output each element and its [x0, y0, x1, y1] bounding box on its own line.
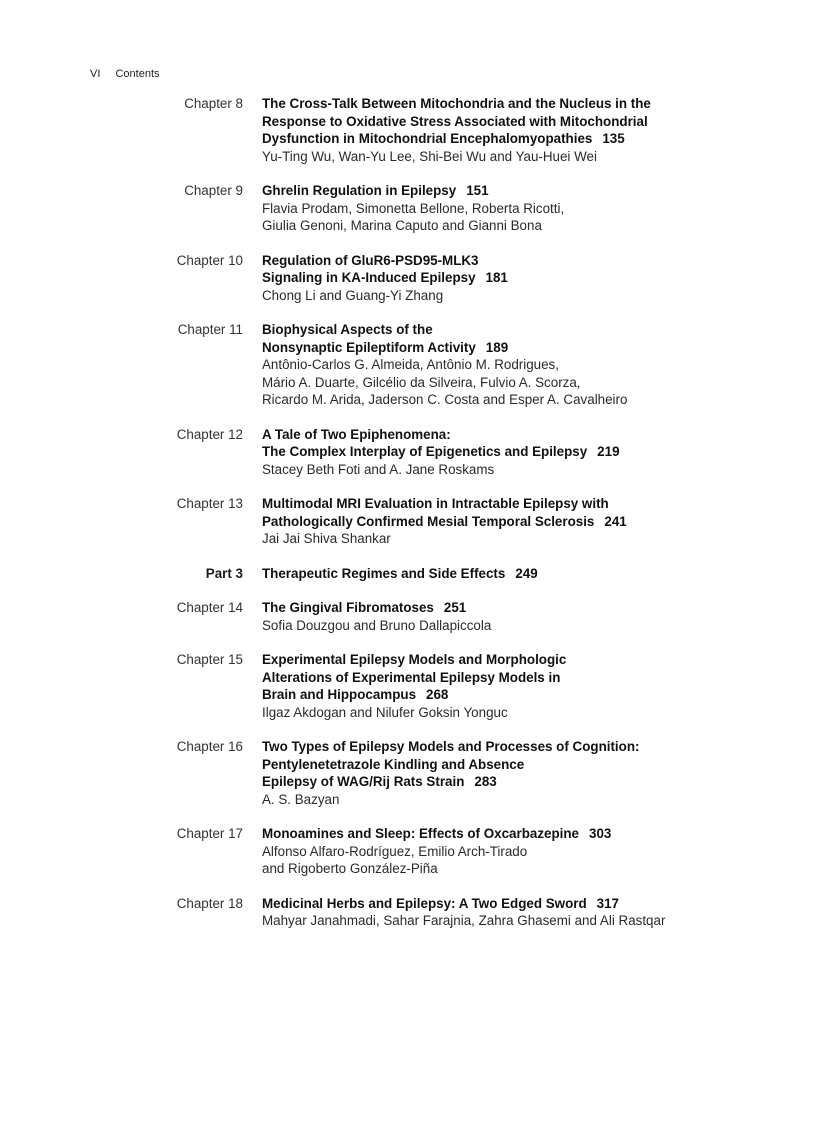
- title-text: Ghrelin Regulation in Epilepsy: [262, 183, 457, 198]
- toc-chapter-entry[interactable]: [0, 599, 816, 634]
- chapter-label: Chapter 10: [176, 252, 243, 268]
- title-text: Dysfunction in Mitochondrial Encephalomyopathies: [262, 131, 593, 146]
- entry-authors: [262, 843, 732, 878]
- chapter-label: Chapter 13: [176, 496, 243, 511]
- entry-title: [262, 252, 732, 287]
- title-text: Nonsynaptic Epileptiform Activity: [262, 339, 476, 355]
- author-line: Ricardo M. Arida, Jaderson C. Costa and Esper A. Cavalheiro: [262, 392, 628, 407]
- title-text: Brain and Hippocampus: [262, 687, 417, 702]
- toc-part-entry[interactable]: [0, 565, 816, 583]
- page-reference: 249: [515, 565, 538, 581]
- author-line: Chong Li and Guang-Yi Zhang: [262, 287, 444, 303]
- chapter-label: Chapter 15: [176, 652, 243, 667]
- part-label: Part 3: [205, 565, 243, 581]
- entry-authors: [262, 704, 732, 722]
- entry-authors: [262, 912, 732, 930]
- entry-body: [262, 95, 732, 165]
- title-line: [262, 426, 732, 444]
- author-line: Alfonso Alfaro-Rodríguez, Emilio Arch-Tirado: [262, 843, 528, 859]
- title-text: Alterations of Experimental Epilepsy Models in: [262, 669, 561, 685]
- toc-chapter-entry[interactable]: [0, 426, 816, 479]
- toc-chapter-entry[interactable]: [0, 651, 816, 721]
- chapter-label: Chapter 9: [184, 183, 243, 198]
- title-line: [262, 339, 732, 357]
- title-line: [262, 756, 732, 774]
- toc-chapter-entry[interactable]: [0, 321, 816, 409]
- page-reference: 151: [466, 183, 489, 198]
- author-line: Giulia Genoni, Marina Caputo and Gianni Bona: [262, 218, 542, 233]
- entry-body: [262, 565, 732, 583]
- entry-authors: [262, 356, 732, 409]
- entry-authors: [262, 148, 732, 166]
- entry-body: [262, 599, 732, 634]
- title-text: Regulation of GluR6-PSD95-MLK3: [262, 252, 479, 268]
- page-reference: 241: [604, 513, 627, 529]
- entry-body: [262, 651, 732, 721]
- title-line: [262, 513, 732, 531]
- title-text: Biophysical Aspects of the: [262, 322, 433, 337]
- title-text: The Cross-Talk Between Mitochondria and the Nucleus in the: [262, 96, 651, 111]
- toc-chapter-entry[interactable]: [0, 895, 816, 930]
- title-text: Epilepsy of WAG/Rij Rats Strain: [262, 774, 465, 789]
- title-line: [262, 669, 732, 687]
- entry-body: [262, 895, 732, 930]
- page-reference: 303: [589, 826, 612, 841]
- title-text: Monoamines and Sleep: Effects of Oxcarbazepine: [262, 826, 579, 841]
- section-title: Contents: [115, 68, 160, 80]
- author-line: Jai Jai Shiva Shankar: [262, 531, 391, 546]
- page-reference: 181: [485, 270, 508, 285]
- page-reference: 251: [443, 600, 467, 615]
- entry-title: [262, 599, 732, 617]
- entry-title: [262, 738, 732, 791]
- title-text: Signaling in KA-Induced Epilepsy: [262, 270, 476, 285]
- title-text: Response to Oxidative Stress Associated with Mitochondrial: [262, 113, 648, 129]
- entry-authors: [262, 530, 732, 548]
- title-line: [262, 182, 732, 200]
- entry-title: [262, 426, 732, 461]
- author-line: A. S. Bazyan: [262, 791, 340, 807]
- chapter-label: Chapter 14: [176, 600, 243, 615]
- author-line: Yu-Ting Wu, Wan-Yu Lee, Shi-Bei Wu and Yau-Huei Wei: [262, 148, 597, 164]
- title-text: Experimental Epilepsy Models and Morphologic: [262, 652, 567, 667]
- page-reference: 268: [426, 687, 449, 702]
- entry-authors: [262, 461, 732, 479]
- title-line: [262, 443, 732, 461]
- entry-title: [262, 495, 732, 530]
- title-text: Two Types of Epilepsy Models and Processes of Cognition:: [262, 739, 640, 754]
- entry-body: [262, 426, 732, 479]
- toc-chapter-entry[interactable]: [0, 825, 816, 878]
- title-line: [262, 773, 732, 791]
- title-line: [262, 130, 732, 148]
- chapter-label: Chapter 12: [176, 426, 243, 442]
- entry-authors: [262, 791, 732, 809]
- entry-body: [262, 252, 732, 305]
- toc-chapter-entry[interactable]: [0, 95, 816, 165]
- title-text: Pentylenetetrazole Kindling and Absence: [262, 756, 525, 772]
- author-line: Ilgaz Akdogan and Nilufer Goksin Yonguc: [262, 704, 508, 720]
- chapter-label: Chapter 16: [176, 739, 243, 754]
- running-head: [90, 68, 160, 80]
- title-line: [262, 651, 732, 669]
- title-line: [262, 321, 732, 339]
- entry-title: [262, 895, 732, 913]
- entry-authors: [262, 617, 732, 635]
- toc-chapter-entry[interactable]: [0, 495, 816, 548]
- entry-title: [262, 182, 732, 200]
- toc-chapter-entry[interactable]: [0, 252, 816, 305]
- entry-title: [262, 321, 732, 356]
- title-line: [262, 565, 732, 583]
- title-line: [262, 825, 732, 843]
- author-line: and Rigoberto González-Piña: [262, 861, 438, 876]
- author-line: Stacey Beth Foti and A. Jane Roskams: [262, 461, 495, 477]
- entry-body: [262, 321, 732, 409]
- author-line: Sofia Douzgou and Bruno Dallapiccola: [262, 617, 492, 633]
- title-text: Pathologically Confirmed Mesial Temporal Sclerosis: [262, 513, 595, 529]
- title-text: Therapeutic Regimes and Side Effects: [262, 565, 506, 581]
- title-text: The Complex Interplay of Epigenetics and Epilepsy: [262, 444, 588, 459]
- title-line: [262, 95, 732, 113]
- page-reference: 317: [596, 895, 619, 911]
- page-reference: 135: [602, 131, 625, 146]
- entry-title: [262, 565, 732, 583]
- toc-chapter-entry[interactable]: [0, 738, 816, 808]
- title-line: [262, 599, 732, 617]
- title-text: The Gingival Fibromatoses: [262, 600, 434, 615]
- page-reference: 219: [597, 444, 620, 459]
- entry-body: [262, 495, 732, 548]
- title-line: [262, 113, 732, 131]
- entry-authors: [262, 287, 732, 305]
- page-reference: 189: [485, 339, 509, 355]
- title-text: Multimodal MRI Evaluation in Intractable Epilepsy with: [262, 496, 609, 511]
- author-line: Antônio-Carlos G. Almeida, Antônio M. Rodrigues,: [262, 357, 559, 372]
- chapter-label: Chapter 11: [177, 322, 243, 337]
- entry-title: [262, 651, 732, 704]
- chapter-label: Chapter 17: [176, 826, 243, 841]
- page-reference: 283: [474, 774, 497, 789]
- title-line: [262, 738, 732, 756]
- author-line: Flavia Prodam, Simonetta Bellone, Roberta Ricotti,: [262, 200, 565, 216]
- title-text: A Tale of Two Epiphenomena:: [262, 426, 451, 442]
- entry-authors: [262, 200, 732, 235]
- author-line: Mário A. Duarte, Gilcélio da Silveira, Fulvio A. Scorza,: [262, 374, 581, 390]
- page-number: VI: [90, 68, 101, 80]
- author-line: Mahyar Janahmadi, Sahar Farajnia, Zahra Ghasemi and Ali Rastqar: [262, 913, 666, 928]
- entry-body: [262, 825, 732, 878]
- table-of-contents: [0, 95, 816, 947]
- entry-body: [262, 738, 732, 808]
- title-line: [262, 895, 732, 913]
- entry-title: [262, 95, 732, 148]
- chapter-label: Chapter 8: [184, 96, 243, 111]
- title-line: [262, 252, 732, 270]
- chapter-label: Chapter 18: [176, 895, 243, 911]
- title-line: [262, 269, 732, 287]
- entry-body: [262, 182, 732, 235]
- title-text: Medicinal Herbs and Epilepsy: A Two Edged Sword: [262, 895, 587, 911]
- toc-chapter-entry[interactable]: [0, 182, 816, 235]
- title-line: [262, 686, 732, 704]
- title-line: [262, 495, 732, 513]
- entry-title: [262, 825, 732, 843]
